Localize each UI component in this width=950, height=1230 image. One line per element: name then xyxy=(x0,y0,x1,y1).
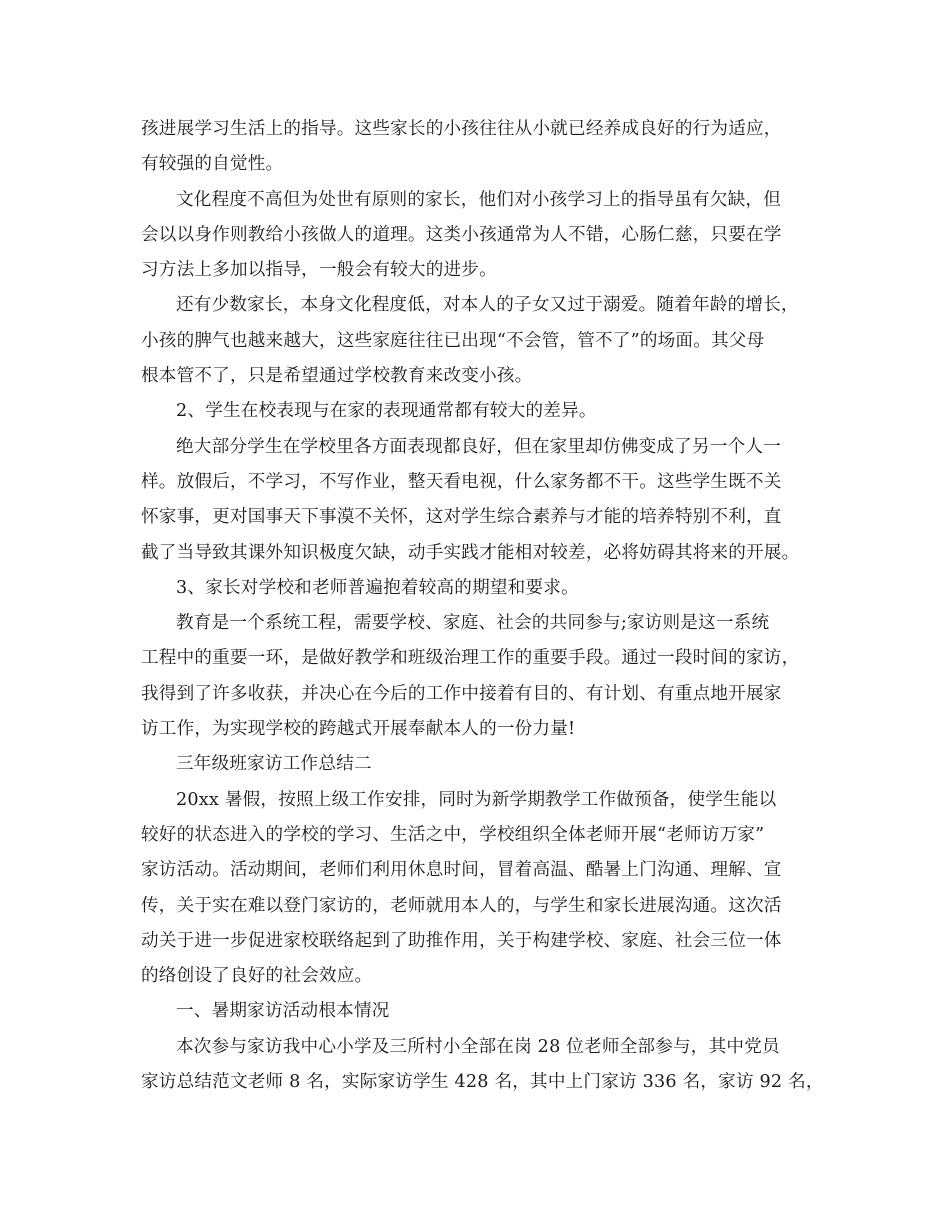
document-text-line: 三年级班家访工作总结二 xyxy=(176,754,372,775)
document-text-line: 20xx 暑假，按照上级工作安排，同时为新学期教学工作做预备，使学生能以 xyxy=(176,789,777,810)
document-text-line: 会以以身作则教给小孩做人的道理。这类小孩通常为人不错，心肠仁慈，只要在学 xyxy=(141,224,782,245)
document-text-line: 有较强的自觉性。 xyxy=(141,154,284,175)
document-text-line: 习方法上多加以指导，一般会有较大的进步。 xyxy=(141,260,497,281)
document-text-line: 传，关于实在难以登门家访的，老师就用本人的，与学生和家长进展沟通。这次活 xyxy=(141,895,782,916)
document-text-line: 一、暑期家访活动根本情况 xyxy=(176,1001,390,1022)
document-text-line: 本次参与家访我中心小学及三所村小全部在岗 28 位老师全部参与，其中党员 xyxy=(176,1036,780,1057)
document-text-line: 样。放假后，不学习，不写作业，整天看电视，什么家务都不干。这些学生既不关 xyxy=(141,471,782,492)
document-text-line: 截了当导致其课外知识极度欠缺，动手实践才能相对较差，必将妨碍其将来的开展。 xyxy=(141,542,800,563)
document-text-line: 孩进展学习生活上的指导。这些家长的小孩往往从小就已经养成良好的行为适应， xyxy=(141,119,782,139)
document-text-line: 我得到了许多收获，并决心在今后的工作中接着有目的、有计划、有重点地开展家 xyxy=(141,683,782,704)
document-text-line: 还有少数家长，本身文化程度低，对本人的子女又过于溺爱。随着年龄的增长， xyxy=(176,295,799,316)
document-text-line: 动关于进一步促进家校联络起到了助推作用，关于构建学校、家庭、社会三位一体 xyxy=(141,930,782,951)
document-text-line: 小孩的脾气也越来越大，这些家庭往往已出现“不会管，管不了”的场面。其父母 xyxy=(141,330,765,351)
document-text-line: 2、学生在校表现与在家的表现通常都有较大的差异。 xyxy=(176,401,597,422)
document-body xyxy=(141,112,831,1100)
document-text-line: 根本管不了，只是希望通过学校教育来改变小孩。 xyxy=(141,366,533,387)
document-text-line: 工程中的重要一环，是做好教学和班级治理工作的重要手段。通过一段时间的家访， xyxy=(141,648,800,669)
document-text-line: 较好的状态进入的学校的学习、生活之中，学校组织全体老师开展“老师访万家” xyxy=(141,824,765,845)
document-text-line: 绝大部分学生在学校里各方面表现都良好，但在家里却仿佛变成了另一个人一 xyxy=(176,436,781,457)
document-text-line: 3、家长对学校和老师普遍抱着较高的期望和要求。 xyxy=(176,577,579,598)
document-text-line: 访工作，为实现学校的跨越式开展奉献本人的一份力量! xyxy=(141,719,576,740)
document-text-line: 家访总结范文老师 8 名，实际家访学生 428 名，其中上门家访 336 名，家访 92 名， xyxy=(141,1072,824,1093)
document-text-line: 的络创设了良好的社会效应。 xyxy=(141,966,373,987)
document-text-line: 教育是一个系统工程，需要学校、家庭、社会的共同参与;家访则是这一系统 xyxy=(176,613,770,634)
document-text-line: 文化程度不高但为处世有原则的家长，他们对小孩学习上的指导虽有欠缺，但 xyxy=(176,189,781,210)
document-text-line: 家访活动。活动期间，老师们利用休息时间，冒着高温、酷暑上门沟通、理解、宣 xyxy=(141,860,782,881)
document-text-line: 怀家事，更对国事天下事漠不关怀，这对学生综合素养与才能的培养特别不利，直 xyxy=(141,507,782,528)
